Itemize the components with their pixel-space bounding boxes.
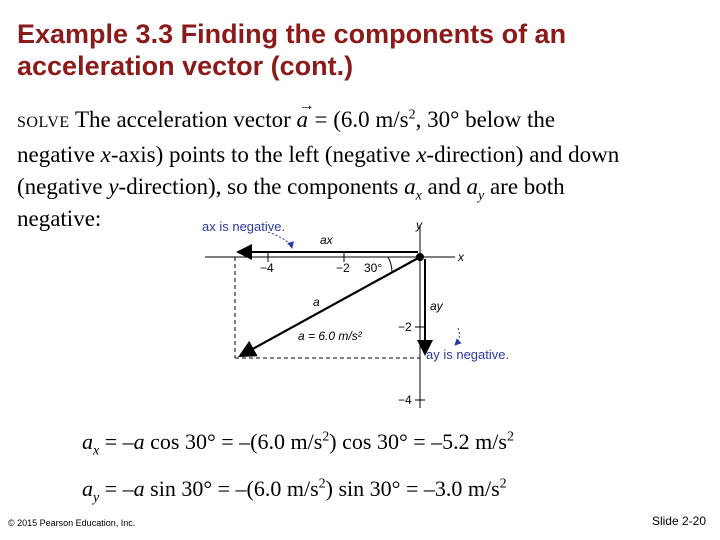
x-axis-label: x	[458, 250, 464, 264]
magnitude-label: a = 6.0 m/s²	[298, 329, 362, 343]
angle-label: 30°	[364, 261, 383, 275]
y-tick-neg4: −4	[398, 393, 412, 407]
copyright-text: © 2015 Pearson Education, Inc.	[8, 518, 136, 528]
solve-line4: negative:	[17, 206, 102, 231]
slide-title	[17, 18, 707, 82]
solve-line1-sup: 2	[408, 107, 416, 123]
solve-line1-pre: The acceleration vector	[74, 107, 291, 132]
slide-number: Slide 2-20	[651, 514, 706, 528]
y-tick-neg2: −2	[398, 320, 412, 334]
origin-dot	[416, 253, 424, 261]
solve-tag: SOLVE	[17, 114, 70, 131]
y-axis-label: y	[416, 218, 422, 232]
vector-a-symbol: → a	[297, 104, 315, 136]
solve-line1-post: = (6.0 m/s	[314, 107, 409, 132]
title-line-2: acceleration vector (cont.)	[17, 51, 354, 81]
acceleration-vector-diagram	[180, 210, 520, 415]
ay-note: ay is negative.	[426, 347, 510, 362]
ax-note: ax is negative.	[202, 219, 286, 234]
solve-paragraph: SOLVE The acceleration vector → a = (6.0 $m/s^2$, 30° below the negative x-axis) points to the left (negative x-direction) and down (negative y-direction), so the components $a_x$ and $a_y$ are both negative:	[17, 104, 717, 235]
ay-label: ay	[430, 299, 443, 313]
vector-arrow-icon: →	[298, 97, 315, 114]
ax-label: ax	[320, 233, 333, 247]
equation-ax: $a_x = -a$ cos 30° = –(6.0 $m/s^2$) cos 30° = –5.2 $m/s^2$	[82, 429, 514, 459]
x-tick-neg2: −2	[336, 261, 350, 275]
title-line-1: Example 3.3 Finding the components of an	[17, 19, 567, 49]
solve-line1-end: , 30° below the	[415, 107, 556, 132]
x-tick-neg4: −4	[260, 261, 274, 275]
equation-ay: $a_y = -a$ sin 30° = –(6.0 $m/s^2$) sin 30° = –3.0 $m/s^2$	[82, 476, 507, 506]
vector-a-label: a	[313, 295, 320, 309]
